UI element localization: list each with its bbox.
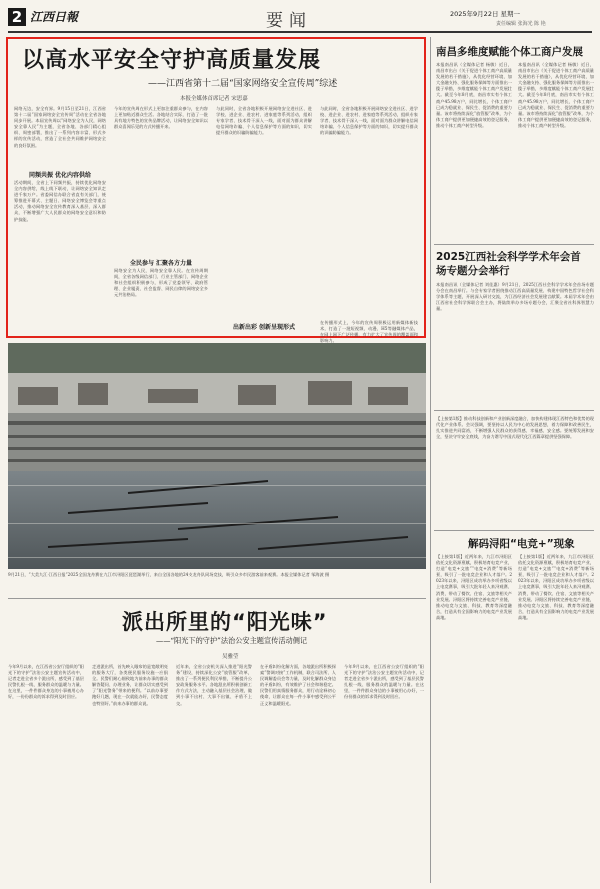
lead-byline: 本报全媒体首席记者 宋思嘉 xyxy=(180,96,248,102)
right-article-headline: 南昌多维度赋能个体工商户发展 xyxy=(436,46,583,58)
right-article-body: 【上接第1版】近两年来，九江市浔阳区依托文化资源禀赋，积极培育电竞产业，打造“电竞+文旅”“电竞+消费”等新场景，吸引了一批电竞企业和人才落户。2023年以来，浔阳区成功举办多项省级以上电竞赛事，吸引大批年轻人来浔观赛、消费，带动了餐饮、住宿、文旅等相关产业发展。浔阳区将持续完善电竞产业链，推动电竞与文旅、科技、教育等深度融合，打造具有全国影响力的电竞产业发展高地。 xyxy=(436,554,512,620)
section-name: 要闻 xyxy=(266,11,312,31)
article-divider xyxy=(8,598,426,599)
masthead xyxy=(0,0,600,34)
lower-subheadline: ——“阳光下的守护”法治公安主题宣传活动侧记 xyxy=(156,636,308,645)
right-article-body: 【上接第1版】推动科技创新和产业创新深度融合，加快构建体现江西特色和优势的现代化产业体系。会议强调，要坚持以人民为中心的发展思想，着力保障和改善民生，扎实推进共同富裕，不断增强人民群众的获得感、幸福感、安全感。要统筹发展和安全，坚决守牢安全底线，为奋力谱写中国式现代化江西篇章提供坚强保障。 xyxy=(436,416,594,440)
lead-paragraph: 今年的宣传周在形式上更加注重群众参与，在内容上更加贴近群众生活。各地结合实际，打造了一批具有地方特色的宣传品牌活动，让网络安全知识以群众喜闻乐见的方式传播开来。 xyxy=(114,106,208,130)
right-article-headline: 解码浔阳“电竞+”现象 xyxy=(468,538,575,550)
article-divider xyxy=(434,530,594,531)
lead-subheadline: ——江西省第十二届“国家网络安全宣传周”综述 xyxy=(148,79,338,89)
paper-name-logo: 江西日報 xyxy=(30,10,79,24)
lower-byline: 吴雅莹 xyxy=(222,654,239,660)
right-article-body: 本报南昌讯（全媒体记者 杨敏）近日，南昌市出台《关于促进个体工商户高质量发展的若干措施》，从优化经营环境、加大金融支持、强化服务保障等方面推出一揽子举措，多维度赋能个体工商户发展壮大。截至今年8月底，南昌市实有个体工商户45.98万户，同比增长，个体工商户已成为稳就业、保民生、促消费的重要力量。该市将持续深化“放管服”改革，为个体工商户提供更加便捷高效的登记服务，推动个体工商户转型升级。 xyxy=(518,62,594,128)
article-divider xyxy=(434,410,594,411)
editor-credit: 责任编辑 张海光 陈 艳 xyxy=(496,21,546,27)
photo-illustration xyxy=(8,343,426,569)
dragon-boat-photo xyxy=(8,343,426,569)
lead-paragraph: 活动期间，全省上下同频共振，持续优化网络安全内容供给，线上线下联动，让网络安全知识走进千家万户。省委网信办联合省直有关部门，统筹推进开幕式、主题日、网络安全博览会等重点活动，推动网络安全宣传教育深入基层、深入群众，不断增强广大人民群众的网络安全意识和防护技能。 xyxy=(14,180,106,222)
right-article-body: 本报南昌讯（全媒体记者 杨敏）近日，南昌市出台《关于促进个体工商户高质量发展的若干措施》，从优化经营环境、加大金融支持、强化服务保障等方面推出一揽子举措，多维度赋能个体工商户发展壮大。截至今年8月底，南昌市实有个体工商户45.98万户，同比增长，个体工商户已成为稳就业、保民生、促消费的重要力量。该市将持续深化“放管服”改革，为个体工商户提供更加便捷高效的登记服务，推动个体工商户转型升级。 xyxy=(436,62,512,128)
lower-headline: 派出所里的“阳光味” xyxy=(122,610,328,634)
lead-paragraph: 与此同时，全省各地积极开展网络安全进社区、进学校、进企业、进农村、进家庭等系列活动，组织专家学者、技术骨干深入一线，面对面为群众讲解电信网络诈骗、个人信息保护等方面的知识，切实提升群众的识骗防骗能力。 xyxy=(216,106,312,136)
page-number: 2 xyxy=(8,8,26,26)
lower-paragraph: 今年9月以来，在江西省公安厅组织的“阳光下的守护”法治公安主题宣传活动中，记者走进全省多个派出所，感受到了基层民警扎根一线、服务群众的温暖与力量。在这里，一件件群众身边的小事被用心办好，一份份群众的诉求得到及时回应。 xyxy=(8,664,84,700)
right-article-body: 【上接第1版】近两年来，九江市浔阳区依托文化资源禀赋，积极培育电竞产业，打造“电竞+文旅”“电竞+消费”等新场景，吸引了一批电竞企业和人才落户。2023年以来，浔阳区成功举办多项省级以上电竞赛事，吸引大批年轻人来浔观赛、消费，带动了餐饮、住宿、文旅等相关产业发展。浔阳区将持续完善电竞产业链，推动电竞与文旅、科技、教育等深度融合，打造具有全国影响力的电竞产业发展高地。 xyxy=(518,554,594,620)
lower-paragraph: 今年9月以来，在江西省公安厅组织的“阳光下的守护”法治公安主题宣传活动中，记者走进全省多个派出所，感受到了基层民警扎根一线、服务群众的温暖与力量。在这里，一件件群众身边的小事被用心办好，一份份群众的诉求得到及时回应。 xyxy=(344,664,424,700)
lower-paragraph: 在矛盾纠纷化解方面，各地派出所积极探索“警调对接”工作机制，联合司法所、人民调解委员会等力量，及时化解群众身边的矛盾纠纷，有效维护了社会和谐稳定。民警们用真情服务群众，用行动诠释初心使命，让群众在每一件小事中感受到公平正义和温暖阳光。 xyxy=(260,664,336,706)
lead-paragraph: 在传播形式上，今年的宣传周积极运用新媒体新技术，打造了一批短视频、动漫、H5等融媒体产品，在网上网下广泛传播，有力扩大了宣传周的覆盖面和影响力。 xyxy=(320,320,418,344)
lead-headline: 以高水平安全守护高质量发展 xyxy=(22,48,322,73)
column-divider xyxy=(430,37,431,883)
header-rule xyxy=(8,31,592,33)
lower-paragraph: 近年来，全省公安机关深入推进“阳光警务”建设，持续深化公安“放管服”改革，推出了一系列便民利民举措，不断提升公安政务服务水平。各地派出所积极创新工作方式方法，主动融入基层社会治理，做到小事不出村、大事不出镇、矛盾不上交。 xyxy=(176,664,252,706)
lower-paragraph: 走进派出所，首先映入眼帘的是宽敞明亮的服务大厅，各类便民服务设施一应俱全。民警们耐心细致地为前来办事的群众解答疑问、办理业务，让群众切实感受到了“阳光警务”带来的便利。“以前办事要跑好几趟，现在一次就能办好，民警态度也特别好。”前来办事的群众说。 xyxy=(92,664,168,706)
issue-date: 2025年9月22日 星期一 xyxy=(450,10,521,18)
lead-paragraph: 网络安全为人民，网络安全靠人民。在宣传周期间，全省各级网信部门、行业主管部门、网络企业和社会组织积极参与，形成了党委领导、政府管理、企业履责、社会监督、网民自律的网络安全多元共治格局。 xyxy=(114,268,208,298)
lead-section-heading: 同频共振 优化内容供给 xyxy=(28,172,92,179)
lead-paragraph: 与此同时，全省各地积极开展网络安全进社区、进学校、进企业、进农村、进家庭等系列活动，组织专家学者、技术骨干深入一线，面对面为群众讲解电信网络诈骗、个人信息保护等方面的知识，切实提升群众的识骗防骗能力。 xyxy=(320,106,418,136)
right-article-headline: 2025江西社会科学学术年会首场专题分会举行 xyxy=(436,251,581,277)
article-divider xyxy=(434,244,594,245)
lead-paragraph: 网络无边，安全有界。9月15日至21日，江西省第十二届“国家网络安全宣传周”活动在全省各地同步开展。本届宣传周以“网络安全为人民，网络安全靠人民”为主题，全省各地、各部门精心组织、周密部署，推出了一系列内容丰富、形式多样的宣传活动，营造了全社会共同维护网络安全的良好氛围。 xyxy=(14,106,106,148)
photo-caption: 9月21日，“大美九江·江西日报”2025全国龙舟赛在九江市浔阳区琵琶湖举行，来自全国各地的24支龙舟队同场竞技，吸引众多市民游客前来观赛。本报全媒体记者 邹海波 摄 xyxy=(8,572,330,577)
lead-section-heading: 出新出彩 创新呈现形式 xyxy=(232,324,296,331)
lead-section-heading: 全民参与 汇聚各方力量 xyxy=(129,260,193,267)
right-article-body: 本报南昌讯（全媒体记者 刘佳惠）9月21日，2025江西社会科学学术年会首场专题分会在南昌举行。与会专家学者围绕推动江西高质量发展、构建中国特色哲学社会科学体系等主题，开展深入研讨交流，为江西经济社会发展建言献策。本届学术年会由江西省社会科学界联合会主办，将陆续举办多场专题分会，汇聚全省社科界智慧力量。 xyxy=(436,282,594,312)
